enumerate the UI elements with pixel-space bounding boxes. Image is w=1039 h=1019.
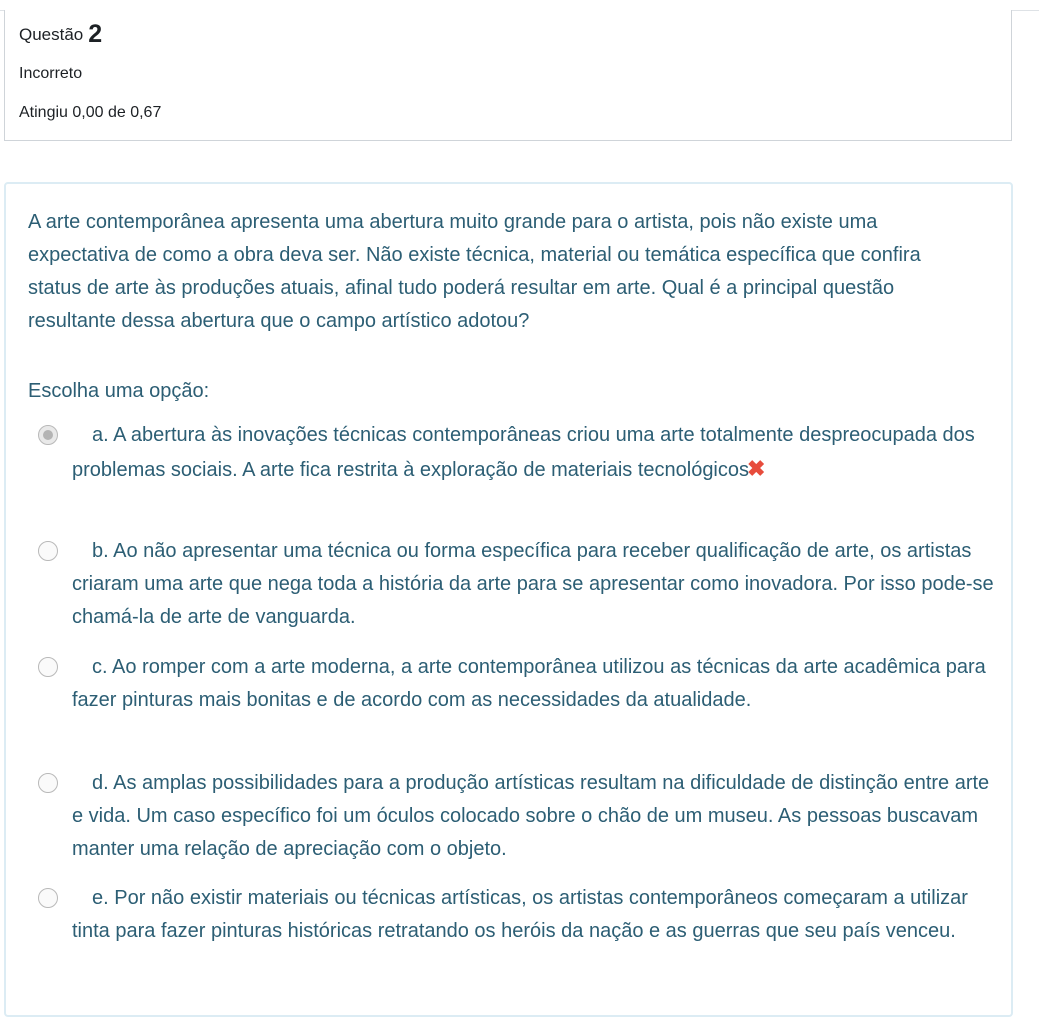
option-a-text-wrap	[72, 419, 997, 487]
option-d-label: d. As amplas possibilidades para a produção artísticas resultam na dificuldade de distinção entre arte e vida. Um caso específico foi um óculos colocado sobre o chão de um museu. As pessoas buscavam manter uma relação de apreciação com o objeto.	[72, 772, 990, 860]
question-state: Incorreto	[19, 65, 83, 82]
radio-option-c[interactable]	[38, 657, 58, 677]
question-text: A arte contemporânea apresenta uma abertura muito grande para o artista, pois não existe uma expectativa de como a obra deva ser. Não existe técnica, material ou temática específica que confira status de arte às produções atuais, afinal tudo poderá resultar em arte. Qual é a principal questão resultante dessa abertura que o campo artístico adotou?	[28, 211, 921, 332]
cross-icon: ✖	[747, 456, 766, 481]
option-c-label: c. Ao romper com a arte moderna, a arte contemporânea utilizou as técnicas da arte acadêmica para fazer pinturas mais bonitas e de acordo com as necessidades da atualidade.	[72, 656, 986, 711]
radio-option-a[interactable]	[38, 425, 58, 445]
question-number: 2	[88, 20, 103, 48]
answer-prompt: Escolha uma opção:	[28, 380, 210, 402]
option-a-label: a. A abertura às inovações técnicas contemporâneas criou uma arte totalmente despreocupada dos problemas sociais. A arte fica restrita à exploração de materiais tecnológicos	[72, 424, 975, 481]
option-b-label: b. Ao não apresentar uma técnica ou forma específica para receber qualificação de arte, os artistas criaram uma arte que nega toda a história da arte para se apresentar como inovadora. Por isso pode-se chamá-la de arte de vanguarda.	[72, 540, 994, 628]
radio-option-b[interactable]	[38, 541, 58, 561]
question-content-box	[4, 182, 1013, 1017]
question-info-box	[4, 10, 1012, 141]
radio-option-e[interactable]	[38, 888, 58, 908]
question-grade: Atingiu 0,00 de 0,67	[19, 104, 162, 121]
question-number-heading	[19, 22, 102, 47]
option-e-label: e. Por não existir materiais ou técnicas artísticas, os artistas contemporâneos começaram a utilizar tinta para fazer pinturas históricas retratando os heróis da nação e as guerras que seu país venceu.	[72, 887, 968, 942]
radio-option-d[interactable]	[38, 773, 58, 793]
question-label: Questão	[19, 25, 84, 44]
